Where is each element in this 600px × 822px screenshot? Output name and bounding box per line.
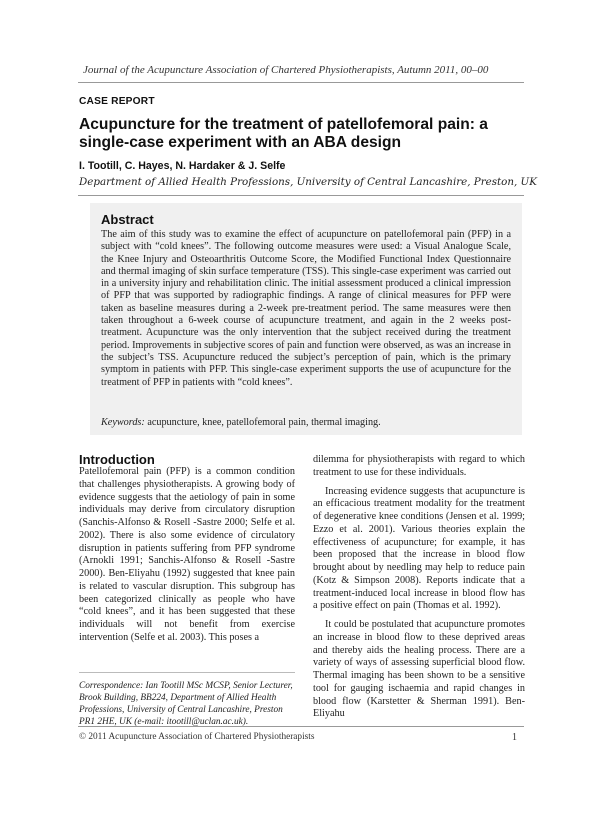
correspondence-rule xyxy=(79,672,295,673)
keywords-label: Keywords: xyxy=(101,417,145,428)
right-column xyxy=(313,454,525,721)
header-rule xyxy=(78,82,524,83)
article-title: Acupuncture for the treatment of patellofemoral pain: a single-case experiment with an ABA design xyxy=(79,116,488,151)
correspondence-note: Correspondence: Ian Tootill MSc MCSP, Senior Lecturer, Brook Building, BB224, Department of Allied Health Professions, University of Central Lancashire, Preston PR1 2HE, UK (e-mail: itootill@uclan.ac.uk). xyxy=(79,681,293,727)
introduction-heading: Introduction xyxy=(79,452,155,467)
section-label: CASE REPORT xyxy=(79,96,155,107)
abstract-text: The aim of this study was to examine the effect of acupuncture on patellofemoral pain (PFP) in a subject with “cold knees”. The following outcome measures were used: a Visual Analogue Scale, the Knee Injury and Osteoarthritis Outcome Score, the Modified Functional Index Questionnaire and thermal imaging of skin surface temperature (TSS). This single-case experiment was carried out in a university injury and rehabilitation clinic. The initial assessment produced a clinical impression of PFP that was supported by radiographic findings. A range of clinical measures for PFP were taken as baseline measures during a 2-week pre-treatment period. The same measures were then taken throughout a 6-week course of acupuncture treatment, and again in the 2 weeks post-treatment. Acupuncture was the only intervention that the subject received during the treatment period. Improvements in subjective scores of pain and function were observed, as was an increase in the subject’s TSS. Acupuncture reduced the subject’s perception of pain, which is the primary symptom in patients with PFP. This single-case experiment supports the use of acupuncture for the treatment of PFP in patients with “cold knees”. xyxy=(101,229,511,388)
copyright-notice: © 2011 Acupuncture Association of Chartered Physiotherapists xyxy=(79,732,315,742)
abstract-heading: Abstract xyxy=(101,212,154,227)
intro-paragraph-2: Increasing evidence suggests that acupuncture is an efficacious treatment modality for the treatment of degenerative knee conditions (Jensen et al. 1999; Ezzo et al. 2001). Various theories explain the effectiveness of acupuncture; for example, it has been proposed that the increase in blood flow brought about by needling may help to reduce pain (Kotz & Simpson 2008). Reports indicate that a treatment-induced local increase in blood flow has a positive effect on pain (Thomas et al. 1992). xyxy=(313,485,525,612)
footer-rule xyxy=(78,726,524,727)
left-column xyxy=(79,466,295,645)
author-list: I. Tootill, C. Hayes, N. Hardaker & J. Selfe xyxy=(79,160,286,172)
author-affiliation: Department of Allied Health Professions, University of Central Lancashire, Preston, UK xyxy=(79,176,537,188)
intro-paragraph-1: Patellofemoral pain (PFP) is a common condition that challenges physiotherapists. A growing body of evidence suggests that the aetiology of pain in some individuals may derive from circulatory disruption (Sanchis-Alfonso & Rosell -Sastre 2000; Selfe et al. 2002). There is also some evidence of circulatory disruption in patients suffering from PFP syndrome (Arnokli 1991; Sanchis-Alfonso & Rosell -Sastre 2000). Ben-Eliyahu (1992) suggested that knee pain is related to vascular disruption. This subgroup has been categorized clinically as people who have “cold knees”, and it has been suggested that these individuals will not benefit from exercise intervention (Selfe et al. 2003). This poses a xyxy=(79,466,295,643)
keywords-line xyxy=(101,417,511,428)
journal-running-header: Journal of the Acupuncture Association of Chartered Physiotherapists, Autumn 2011, 00–00 xyxy=(83,64,489,76)
page-number: 1 xyxy=(512,732,517,743)
intro-paragraph-3: It could be postulated that acupuncture promotes an increase in blood flow to these deprived areas and thereby aids the healing process. There are a variety of ways of assessing superficial blood flow. Thermal imaging has been shown to be a sensitive tool for gauging ischaemia and rapid changes in blood flow (Karstetter & Sherman 1991). Ben-Eliyahu xyxy=(313,619,525,720)
intro-paragraph-1-cont: dilemma for physiotherapists with regard to which treatment to use for these individuals. xyxy=(313,454,525,478)
affiliation-rule xyxy=(78,195,524,196)
keywords-text: acupuncture, knee, patellofemoral pain, thermal imaging. xyxy=(147,417,381,428)
